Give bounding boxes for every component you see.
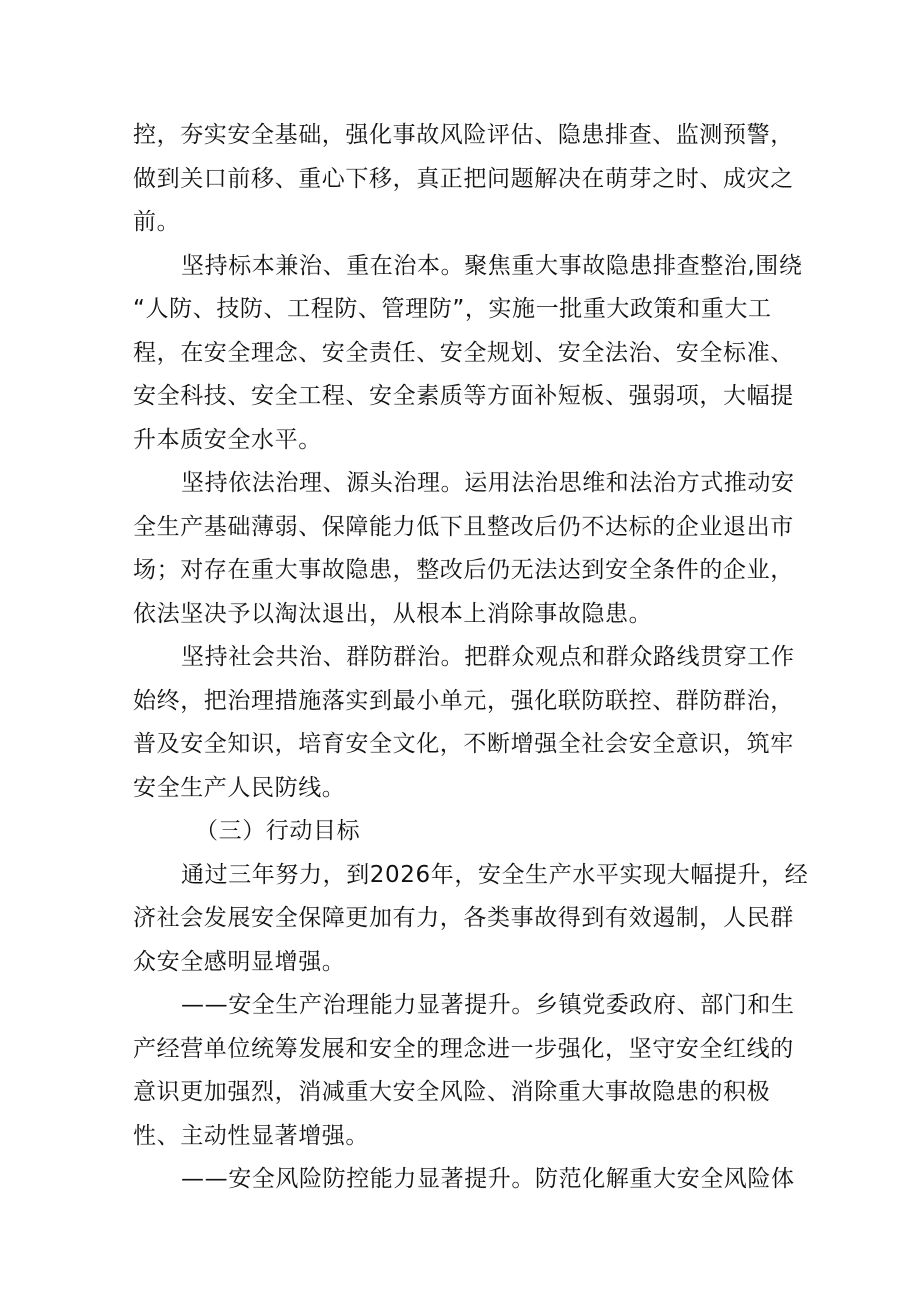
text-line: 众安全感明显增强。 [133, 948, 346, 975]
paragraph-standards-and-root-causes-start: 坚持标本兼治、重在治本。聚焦重大事故隐患排查整治,围绕 [181, 252, 803, 279]
document-body [133, 114, 809, 1202]
text-line: 场；对存在重大事故隐患，整改后仍无法达到安全条件的企业， [133, 557, 794, 583]
text-line: 始终，把治理措施落实到最小单元，强化联防联控、群防群治， [133, 687, 794, 714]
text-line: 程，在安全理念、安全责任、安全规划、安全法治、安全标准、 [133, 339, 794, 366]
text-line: 全生产基础薄弱、保障能力低下且整改后仍不达标的企业退出市 [133, 513, 794, 540]
paragraph-risk-control-start: ——安全风险防控能力显著提升。防范化解重大安全风险体 [181, 1166, 795, 1192]
paragraph-governance-capacity-start: ——安全生产治理能力显著提升。乡镇党委政府、部门和生 [181, 992, 795, 1018]
text-line: 依法坚决予以淘汰退出，从根本上消除事故隐患。 [133, 600, 653, 627]
text-line: 意识更加强烈，消减重大安全风险、消除重大事故隐患的积极 [133, 1079, 771, 1105]
text-line: 安全科技、安全工程、安全素质等方面补短板、强弱项，大幅提 [133, 383, 794, 409]
text-line-continuation: 前。 [133, 209, 181, 235]
paragraph-social-cogovernance-start: 坚持社会共治、群防群治。把群众观点和群众路线贯穿工作 [181, 644, 795, 670]
text-line: 济社会发展安全保障更加有力，各类事故得到有效遏制，人民群 [133, 905, 794, 931]
text-line: 升本质安全水平。 [133, 426, 322, 453]
text-line: 普及安全知识，培育安全文化，不断增强全社会安全意识，筑牢 [133, 731, 794, 757]
paragraph-three-year-goal-start: 通过三年努力，到2026年，安全生产水平实现大幅提升，经 [181, 861, 809, 888]
text-line: 安全生产人民防线。 [133, 774, 346, 801]
section-heading-action-goals: （三）行动目标 [195, 818, 361, 844]
text-line: “人防、技防、工程防、管理防”，实施一批重大政策和重大工 [133, 296, 772, 322]
text-line-continuation: 控，夯实安全基础，强化事故风险评估、隐患排查、监测预警， [133, 122, 794, 148]
text-line: 性、主动性显著增强。 [133, 1122, 369, 1149]
text-line-continuation: 做到关口前移、重心下移，真正把问题解决在萌芽之时、成灾之 [133, 165, 794, 192]
text-line: 产经营单位统筹发展和安全的理念进一步强化，坚守安全红线的 [133, 1035, 794, 1062]
paragraph-law-based-governance-start: 坚持依法治理、源头治理。运用法治思维和法治方式推动安 [181, 470, 795, 496]
